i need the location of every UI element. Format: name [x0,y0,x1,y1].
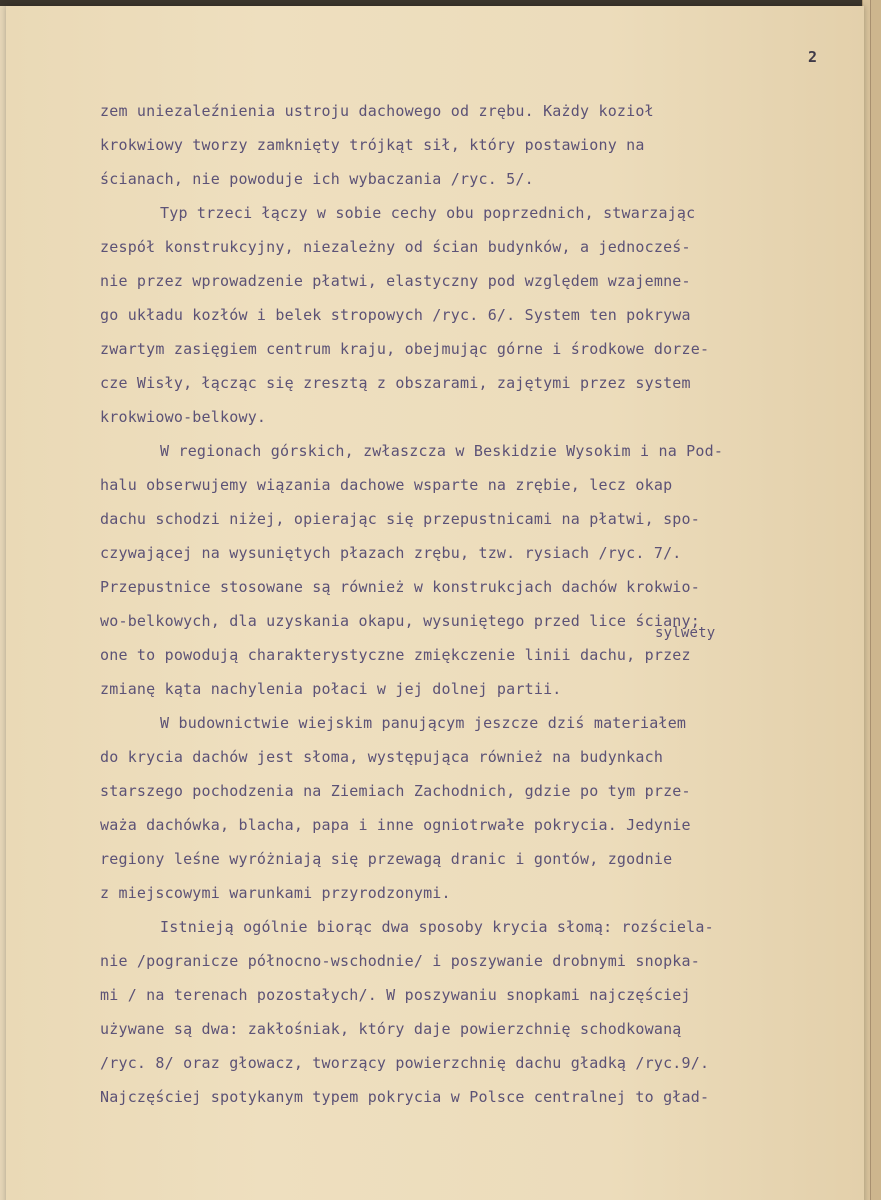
text-line [100,944,840,978]
text-line-content: one to powodują charakterystyczne zmiękczenie linii dachu, przez [100,646,691,664]
text-line-content: Istnieją ogólnie biorąc dwa sposoby krycia słomą: rozściela- [160,918,714,936]
text-line [100,706,840,740]
page-number: 2 [808,48,818,66]
text-line-content: starszego pochodzenia na Ziemiach Zachodnich, gdzie po tym prze- [100,782,691,800]
text-line-content: krokwiowo-belkowy. [100,408,267,426]
text-line-content: nie /pogranicze północno-wschodnie/ i poszywanie drobnymi snopka- [100,952,700,970]
text-line-content: z miejscowymi warunkami przyrodzonymi. [100,884,451,902]
text-line [100,570,840,604]
text-line [100,434,840,468]
text-line-content: Najczęściej spotykanym typem pokrycia w Polsce centralnej to gład- [100,1088,710,1106]
typewritten-body [100,94,840,1114]
text-line-content: czywającej na wysuniętych płazach zrębu, tzw. rysiach /ryc. 7/. [100,544,682,562]
text-line [100,604,840,638]
text-line-content: Przepustnice stosowane są również w konstrukcjach dachów krokwio- [100,578,700,596]
text-line [100,842,840,876]
text-line-content: waża dachówka, blacha, papa i inne ogniotrwałe pokrycia. Jedynie [100,816,691,834]
text-line-content: do krycia dachów jest słoma, występująca również na budynkach [100,748,664,766]
text-line [100,625,840,672]
text-line-content: regiony leśne wyróżniają się przewagą dranic i gontów, zgodnie [100,850,673,868]
text-line [100,400,840,434]
text-line-content: cze Wisły, łącząc się zresztą z obszarami, zajętymi przez system [100,374,691,392]
text-line [100,128,840,162]
text-line [100,740,840,774]
text-line [100,94,840,128]
text-line-content: nie przez wprowadzenie płatwi, elastyczny pod względem wzajemne- [100,272,691,290]
text-line [100,196,840,230]
text-line [100,536,840,570]
text-line-content: zespół konstrukcyjny, niezależny od ścian budynków, a jednocześ- [100,238,691,256]
text-line [100,502,840,536]
text-line [100,1012,840,1046]
typed-correction: sylwety [655,625,716,641]
text-line [100,468,840,502]
text-line-content: zem uniezaleźnienia ustroju dachowego od zrębu. Każdy kozioł [100,102,654,120]
text-line-content: ścianach, nie powoduje ich wybaczania /ryc. 5/. [100,170,534,188]
text-line [100,230,840,264]
page-stack-edge-outer [870,0,881,1200]
text-line [100,876,840,910]
text-line [100,978,840,1012]
text-line [100,162,840,196]
text-line [100,910,840,944]
text-line [100,808,840,842]
text-line-content: dachu schodzi niżej, opierając się przepustnicami na płatwi, spo- [100,510,700,528]
text-line-content: W budownictwie wiejskim panującym jeszcze dziś materiałem [160,714,687,732]
text-line [100,264,840,298]
text-line-content: Typ trzeci łączy w sobie cechy obu poprzednich, stwarzając [160,204,696,222]
text-line [100,366,840,400]
text-line [100,298,840,332]
text-line [100,1080,840,1114]
text-line-content: /ryc. 8/ oraz głowacz, tworzący powierzchnię dachu gładką /ryc.9/. [100,1054,710,1072]
text-line [100,332,840,366]
text-line-content: zmianę kąta nachylenia połaci w jej dolnej partii. [100,680,562,698]
text-line [100,774,840,808]
text-line-content: krokwiowy tworzy zamknięty trójkąt sił, który postawiony na [100,136,645,154]
text-line-content: wo-belkowych, dla uzyskania okapu, wysuniętego przed lice ściany; [100,612,700,630]
text-line-content: W regionach górskich, zwłaszcza w Beskidzie Wysokim i na Pod- [160,442,724,460]
text-line-content: zwartym zasięgiem centrum kraju, obejmując górne i środkowe dorze- [100,340,710,358]
text-line-content: halu obserwujemy wiązania dachowe wsparte na zrębie, lecz okap [100,476,673,494]
text-line [100,672,840,706]
text-line-content: mi / na terenach pozostałych/. W poszywaniu snopkami najczęściej [100,986,691,1004]
text-line-content: go układu kozłów i belek stropowych /ryc. 6/. System ten pokrywa [100,306,691,324]
text-line-content: używane są dwa: zakłośniak, który daje powierzchnię schodkowaną [100,1020,682,1038]
text-line [100,1046,840,1080]
